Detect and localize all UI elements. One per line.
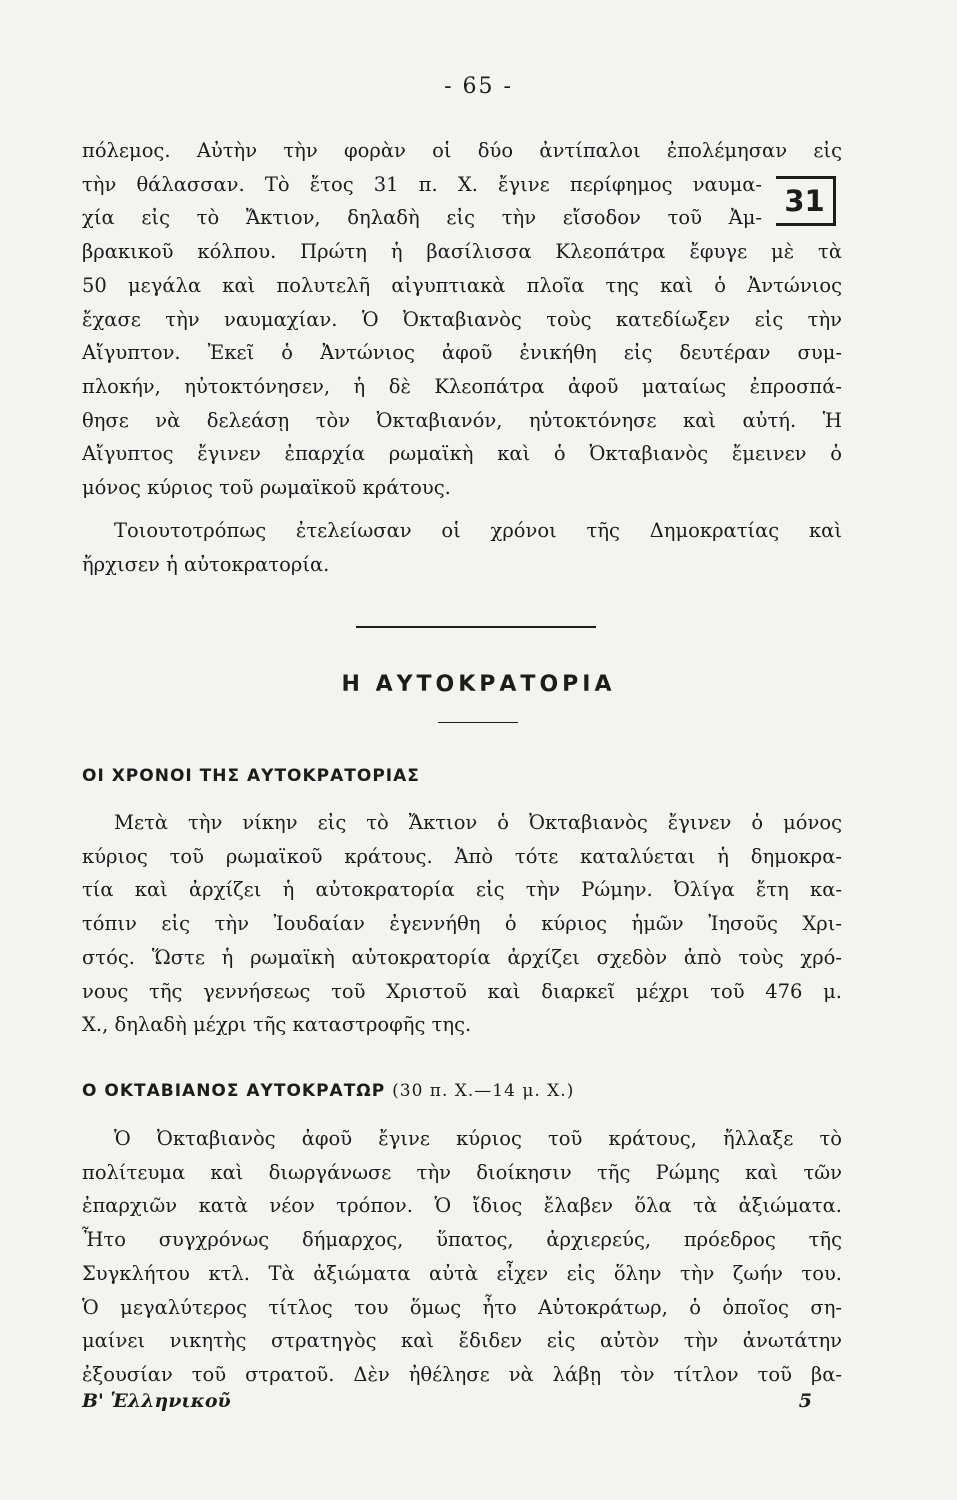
divider-rule (356, 626, 596, 628)
text-line: 50 μεγάλα καὶ πολυτελῆ αἰγυπτιακὰ πλοῖα της καὶ ὁ Ἀντώνιος (82, 273, 842, 297)
text-line: Συγκλήτου κτλ. Τὰ ἀξιώματα αὐτὰ εἶχεν εἰς ὅλην τὴν ζωήν του. (82, 1261, 842, 1285)
text-line: Ὁ μεγαλύτερος τίτλος του ὅμως ἦτο Αὐτοκράτωρ, ὁ ὁποῖος ση- (82, 1295, 842, 1319)
text-line: τὴν θάλασσαν. Τὸ ἔτος 31 π. Χ. ἔγινε περίφημος ναυμα- (82, 172, 762, 196)
text-line: ἐπαρχιῶν κατὰ νέον τρόπον. Ὁ ἴδιος ἔλαβεν ὅλα τὰ ἀξιώματα. (82, 1194, 842, 1218)
page-footer (82, 1390, 842, 1412)
subheading-dates: (30 π. Χ.—14 μ. Χ.) (392, 1081, 575, 1101)
margin-note: 31 (776, 176, 836, 226)
paragraph-3 (82, 806, 842, 1042)
paragraph-1 (82, 134, 842, 505)
text-line: νους τῆς γεννήσεως τοῦ Χριστοῦ καὶ διαρκεῖ μέχρι τοῦ 476 μ. (82, 979, 842, 1003)
text-line: ἤρχισεν ἡ αὐτοκρατορία. (82, 552, 330, 576)
footer-signature-number: 5 (798, 1390, 812, 1412)
page-number: - 65 - (444, 74, 513, 99)
text-line: μαίνει νικητὴς στρατηγὸς καὶ ἔδιδεν εἰς αὐτὸν τὴν ἀνωτάτην (82, 1329, 842, 1353)
text-line: Αἴγυπτος ἔγινεν ἐπαρχία ρωμαϊκὴ καὶ ὁ Ὀκταβιανὸς ἔμεινεν ὁ (82, 442, 842, 466)
section-title: Η ΑΥΤΟΚΡΑΤΟΡΙΑ (341, 672, 616, 697)
text-line: Μετὰ τὴν νίκην εἰς τὸ Ἄκτιον ὁ Ὀκταβιανὸς ἔγινεν ὁ μόνος (114, 811, 842, 834)
footer-signature: Β' Ἑλληνικοῦ (82, 1390, 231, 1412)
text-line: πλοκήν, ηὐτοκτόνησεν, ἡ δὲ Κλεοπάτρα ἀφοῦ ματαίως ἐπροσπά- (82, 374, 842, 398)
text-line: μόνος κύριος τοῦ ρωμαϊκοῦ κράτους. (82, 476, 451, 500)
text-line: ἐξουσίαν τοῦ στρατοῦ. Δὲν ἠθέλησε νὰ λάβῃ τὸν τίτλον τοῦ βα- (82, 1362, 842, 1386)
text-line: στός. Ὥστε ἡ ρωμαϊκὴ αὐτοκρατορία ἀρχίζει σχεδὸν ἀπὸ τοὺς χρό- (82, 945, 842, 969)
text-line: Τοιουτοτρόπως ἐτελείωσαν οἱ χρόνοι τῆς Δημοκρατίας καὶ (114, 519, 842, 542)
text-line: ἔχασε τὴν ναυμαχίαν. Ὁ Ὀκταβιανὸς τοὺς κατεδίωξεν εἰς τὴν (82, 307, 842, 331)
paragraph-4 (82, 1122, 842, 1392)
text-line: τόπιν εἰς τὴν Ἰουδαίαν ἐγεννήθη ὁ κύριος ἡμῶν Ἰησοῦς Χρι- (82, 912, 842, 936)
text-line: Αἴγυπτον. Ἐκεῖ ὁ Ἀντώνιος ἀφοῦ ἐνικήθη εἰς δευτέραν συμ- (82, 341, 842, 365)
text-line: κύριος τοῦ ρωμαϊκοῦ κράτους. Ἀπὸ τότε καταλύεται ἡ δημοκρα- (82, 844, 842, 868)
text-line: πολίτευμα καὶ διωργάνωσε τὴν διοίκησιν τῆς Ρώμης καὶ τῶν (82, 1160, 842, 1184)
text-line: Χ., δηλαδὴ μέχρι τῆς καταστροφῆς της. (82, 1013, 472, 1037)
subheading-title: Ο ΟΚΤΑΒΙΑΝΟΣ ΑΥΤΟΚΡΑΤΩΡ (82, 1081, 386, 1101)
divider-rule-short (438, 722, 518, 723)
text-line: Ἦτο συγχρόνως δήμαρχος, ὕπατος, ἀρχιερεύς, πρόεδρος τῆς (82, 1228, 842, 1252)
subheading-times-of-empire: ΟΙ ΧΡΟΝΟΙ ΤΗΣ ΑΥΤΟΚΡΑΤΟΡΙΑΣ (82, 766, 420, 786)
paragraph-2 (82, 514, 842, 581)
text-line: τία καὶ ἀρχίζει ἡ αὐτοκρατορία εἰς τὴν Ρώμην. Ὀλίγα ἔτη κα- (82, 878, 842, 902)
text-line: βρακικοῦ κόλπου. Πρώτη ἡ βασίλισσα Κλεοπάτρα ἔφυγε μὲ τὰ (82, 240, 842, 264)
text-line: θησε νὰ δελεάσῃ τὸν Ὀκταβιανόν, ηὐτοκτόνησε καὶ αὐτή. Ἡ (82, 408, 842, 432)
text-line: πόλεμος. Αὐτὴν τὴν φορὰν οἱ δύο ἀντίπαλοι ἐπολέμησαν εἰς (82, 139, 842, 162)
text-line: Ὁ Ὀκταβιανὸς ἀφοῦ ἔγινε κύριος τοῦ κράτους, ἤλλαξε τὸ (114, 1127, 842, 1150)
subheading-octavian (82, 1081, 574, 1101)
text-line: χία εἰς τὸ Ἄκτιον, δηλαδὴ εἰς τὴν εἴσοδον τοῦ Ἀμ- (82, 206, 762, 230)
